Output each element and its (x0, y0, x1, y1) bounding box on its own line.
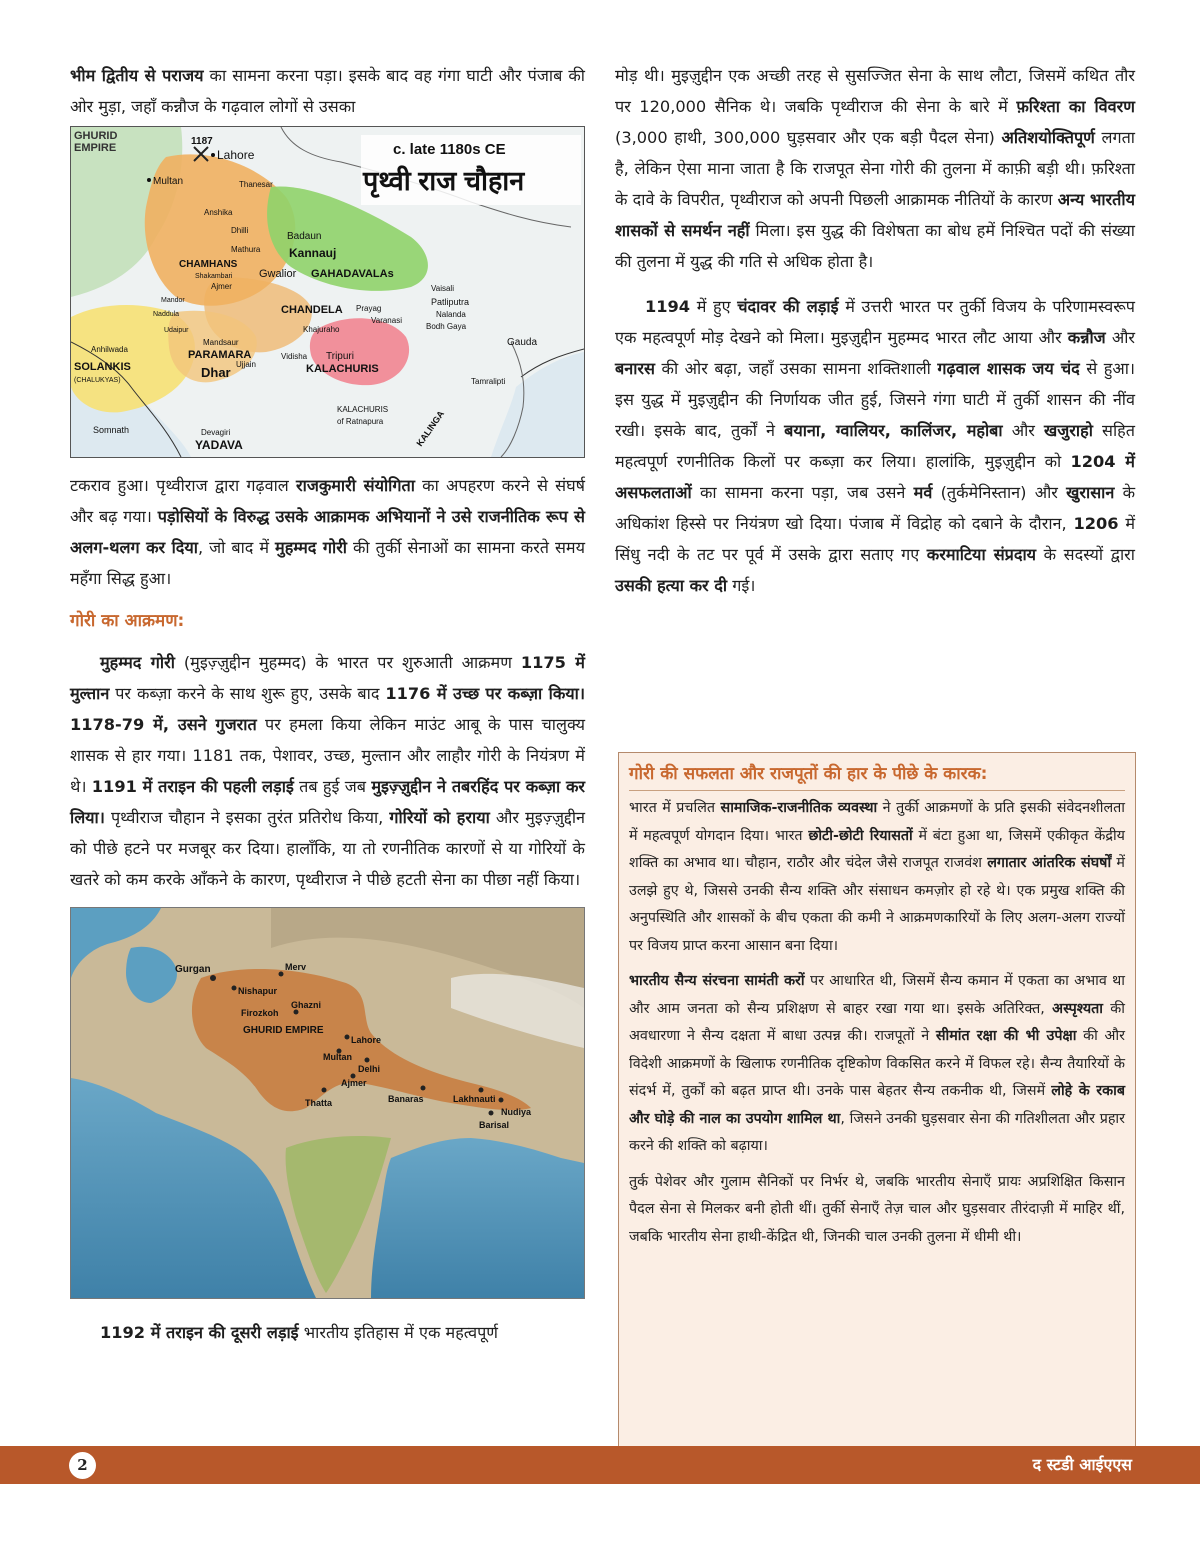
text-run: गई। (727, 576, 756, 595)
text-run: पर आधारित थी, जिसमें सैन्य कमान में एकता का अभाव था और आम जनता को सैन्य प्रशिक्षण से बाहर रखा गया था। इसके अतिरिक्त, (629, 973, 1125, 1017)
factors-box (618, 752, 1136, 1452)
text-run: (तुर्कमेनिस्तान) और (932, 483, 1067, 502)
map1-label-1187: 1187 (191, 136, 213, 147)
text-run: ने तुर्की आक्रमणों के प्रति इसकी संवेदनशीलता में महत्वपूर्ण योगदान दिया। भारत (629, 800, 1125, 844)
text-run: लगता है, लेकिन ऐसा माना जाता है कि राजपूत सेना गोरी की तुलना में काफ़ी बड़ी थी। फ़रिश्ता के दावे के विपरीत, पृथ्वीराज को अपनी पिछली आक्रामक नीतियों के कारण (615, 128, 1136, 209)
map1-label-kannauj: Kannauj (289, 246, 337, 260)
map1-label-chandela: CHANDELA (281, 304, 343, 316)
right-column (615, 60, 1135, 601)
bold-text-run: खुरासान (1066, 483, 1115, 502)
text-run: के अधिकांश हिस्से पर नियंत्रण खो दिया। पंजाब में विद्रोह को दबाने के दौरान, (615, 483, 1136, 533)
bold-text-run: छोटी-छोटी रियासतों (808, 827, 913, 844)
bold-text-run: राजकुमारी संयोगिता (296, 476, 415, 495)
text-run: पृथ्वीराज चौहान ने इसका तुरंत प्रतिरोध किया, (104, 808, 390, 827)
bold-text-run: लोहे के रकाब और घोड़े की नाल का उपयोग शामिल था (629, 1083, 1125, 1127)
text-run: के सदस्यों द्वारा (1036, 545, 1135, 564)
bold-text-run: सामाजिक-राजनीतिक व्यवस्था (720, 800, 878, 816)
text-run: में उत्तरी भारत पर तुर्की विजय के परिणामस्वरूप एक महत्वपूर्ण मोड़ देखने को मिला। मुइज़ुद्दीन मुहम्मद भारत लौट आया और (615, 297, 1135, 347)
left-paragraph-2 (70, 470, 585, 594)
map1-label-naddula: Naddula (153, 311, 180, 318)
text-run: , जो बाद में (198, 538, 276, 557)
bold-text-run: मुहम्मद गोरी (100, 653, 175, 672)
bold-text-run: 1176 में उच्छ पर कब्ज़ा किया। 1178-79 में, उसने गुजरात (70, 684, 585, 734)
map1-label-empire: EMPIRE (74, 142, 117, 154)
map1-label-anshika: Anshika (204, 208, 233, 217)
footer-bar (0, 1446, 1200, 1484)
map1-label-tamralipti: Tamralipti (471, 377, 506, 386)
map1-label-udaipur: Udaipur (164, 327, 189, 334)
map1-year-label: c. late 1180s CE (393, 141, 506, 158)
text-run: पर हमला किया लेकिन माउंट आबू के पास चालुक्य शासक से हार गया। 1181 तक, पेशावर, उच्छ, मुल्तान और लाहौर गोरी के नियंत्रण में थे। (70, 715, 585, 796)
text-run: (3,000 हाथी, 300,000 घुड़सवार और एक बड़ी पैदल सेना) (615, 128, 1002, 147)
factors-box-title: गोरी की सफलता और राजपूतों की हार के पीछे के कारक: (629, 761, 1125, 791)
bold-text-run: उसकी हत्या कर दी (615, 576, 728, 595)
bold-text-run: सीमांत रक्षा की भी उपेक्षा (935, 1028, 1077, 1044)
bold-text-run: मर्व (913, 483, 933, 502)
map1-label-mathura: Mathura (231, 245, 261, 254)
bold-text-run: बनारस (615, 359, 655, 378)
map1-label-ghurid: GHURID (74, 130, 118, 142)
right-paragraph-1 (615, 60, 1135, 277)
map2-label-lahore: Lahore (351, 1035, 382, 1045)
prithviraj-map (70, 126, 585, 458)
text-run: से हुआ। इस युद्ध में मुइज़ुद्दीन की निर्णायक जीत हुई, जिसने गंगा घाटी में तुर्की शासन की नींव रखी। इसके बाद, तुर्कों ने (615, 359, 1135, 440)
bold-text-run: भारतीय सैन्य संरचना सामंती करों (629, 973, 805, 989)
text-run: तुर्क पेशेवर और गुलाम सैनिकों पर निर्भर थे, जबकि भारतीय सेनाएँ प्रायः अप्रशिक्षित किसान पैदल सेना से मिलकर बनी होती थीं। तुर्की सेनाएँ तेज़ चाल और घुड़सवार तीरंदाज़ी में माहिर थीं, जबकि भारतीय सेना हाथी-केंद्रित थी, जिनकी चाल उनकी तुलना में धीमी थी। (629, 1173, 1125, 1245)
map2-label-delhi: Delhi (358, 1064, 381, 1074)
text-run: में हुए (690, 297, 738, 316)
map1-label-gwalior: Gwalior (259, 268, 297, 280)
bold-text-run: 1192 में तराइन की दूसरी लड़ाई (100, 1323, 299, 1342)
map1-label-gauda: Gauda (507, 337, 538, 348)
map2-label-merv: Merv (285, 962, 307, 972)
map2-label-ajmer: Ajmer (341, 1078, 367, 1088)
map2-label-banaras: Banaras (388, 1094, 424, 1104)
map2-label-multan: Multan (323, 1052, 352, 1062)
map2-label-ghurid-empire: GHURID EMPIRE (243, 1025, 324, 1036)
map2-label-nishapur: Nishapur (238, 986, 278, 996)
bold-text-run: 1206 (1073, 514, 1119, 533)
map1-label-tripuri: Tripuri (326, 351, 354, 362)
text-run: का सामना करना पड़ा, जब उसने (691, 483, 914, 502)
map2-label-thatta: Thatta (305, 1098, 332, 1108)
text-run: की तुर्की सेनाओं का सामना करते समय महँगा सिद्ध हुआ। (70, 538, 585, 588)
bold-text-run: भीम द्वितीय से पराजय (70, 66, 204, 85)
left-column (70, 60, 585, 1348)
bold-text-run: 1204 में असफलताओं (615, 452, 1135, 502)
map1-label-prayag: Prayag (356, 304, 382, 313)
prithviraj-map-svg (71, 127, 584, 457)
text-run: में बंटा हुआ था, जिसमें एकीकृत केंद्रीय शक्ति का अभाव था। चौहान, राठौर और चंदेल जैसे राजपूत राजवंश (629, 827, 1125, 871)
map1-label-thanesar: Thanesar (239, 180, 273, 189)
bold-text-run: मुहम्मद गोरी (275, 538, 348, 557)
text-run: मोड़ थी। मुइज़ुद्दीन एक अच्छी तरह से सुसज्जित सेना के साथ लौटा, जिसमें कथित तौर पर 120,000 सैनिक थे। जबकि पृथ्वीराज की सेना के बारे में (615, 66, 1135, 116)
bold-text-run: करमाटिया संप्रदाय (926, 545, 1037, 564)
text-run: और मुइज़्ज़ुद्दीन को पीछे हटने पर मजबूर कर दिया। हालाँकि, या तो रणनीतिक कारणों से या गोरियों के खतरे को कम करके आँकने के कारण, पृथ्वीराज ने पीछे हटती सेना का पीछा नहीं किया। (70, 808, 585, 889)
map1-label-multan: Multan (153, 176, 184, 187)
text-run: की अवधारणा ने सैन्य दक्षता में बाधा उत्पन्न की। राजपूतों ने (629, 1000, 1125, 1044)
ghurid-map-svg (71, 908, 584, 1298)
text-run: टकराव हुआ। पृथ्वीराज द्वारा गढ़वाल (70, 476, 296, 495)
text-run: , जिसने उनकी घुड़सवार सेना की गतिशीलता और प्रहार करने की शक्ति को बढ़ाया। (629, 1110, 1125, 1154)
bold-text-run: 1191 में तराइन की पहली लड़ाई (91, 777, 294, 796)
bold-text-run: 1175 में मुल्तान (70, 653, 585, 703)
map1-label-nalanda: Nalanda (436, 310, 466, 319)
factors-paragraph-3 (629, 1169, 1125, 1252)
map1-label-solankis: SOLANKIS (74, 361, 131, 373)
text-run: का अपहरण करने से संघर्ष और बढ़ गया। (70, 476, 586, 526)
text-run: भारत में प्रचलित (629, 800, 721, 816)
map1-label-kalachuris: KALACHURIS (306, 363, 379, 375)
map1-label-chalukyas: (CHALUKYAS) (74, 377, 121, 384)
factors-paragraph-2 (629, 968, 1125, 1161)
bold-text-run: फ़रिश्ता का विवरण (1016, 97, 1135, 116)
map2-label-gurgan: Gurgan (175, 964, 211, 975)
bold-text-run: बयाना, ग्वालियर, कालिंजर, महोबा (784, 421, 1003, 440)
factors-paragraph-1 (629, 795, 1125, 960)
map2-label-lakhnauti: Lakhnauti (453, 1094, 496, 1104)
bold-text-run: कन्नौज (1067, 328, 1106, 347)
map1-label-ujjain: Ujjain (236, 360, 257, 369)
left-paragraph-4 (70, 1317, 585, 1348)
text-run: पर कब्ज़ा करने के साथ शुरू हुए, उसके बाद (109, 684, 386, 703)
map1-label-varanasi: Varanasi (371, 316, 402, 325)
map1-label-mandsaur: Mandsaur (203, 338, 239, 347)
map1-label-of-ratnapura: of Ratnapura (337, 417, 384, 426)
map1-label-anhilwada: Anhilwada (91, 345, 128, 354)
map1-label-ajmer: Ajmer (211, 282, 232, 291)
text-run: में सिंधु नदी के तट पर पूर्व में उसके द्वारा सताए गए (615, 514, 1135, 564)
text-run: (मुइज़्ज़ुद्दीन मुहम्मद) के भारत पर शुरुआती आक्रमण (174, 653, 521, 672)
map1-label-yadava: YADAVA (195, 438, 243, 452)
map1-label-dhilli: Dhilli (231, 226, 249, 235)
map1-label-mandor: Mandor (161, 297, 185, 304)
map1-label-devagiri: Devagiri (201, 428, 231, 437)
bold-text-run: चंदावर की लड़ाई (737, 297, 839, 316)
map2-label-ghazni: Ghazni (291, 1000, 322, 1010)
map1-label-badaun: Badaun (287, 231, 322, 242)
map1-title: पृथ्वी राज चौहान (363, 166, 525, 196)
map1-label-patliputra: Patliputra (431, 297, 470, 307)
footer-publication-title: द स्टडी आईएएस (1032, 1455, 1132, 1474)
bold-text-run: 1194 (645, 297, 691, 316)
bold-text-run: अतिशयोक्तिपूर्ण (1001, 128, 1095, 147)
bold-text-run: मुइज़्ज़ुद्दीन ने तबरहिंद पर कब्ज़ा कर लिया। (70, 777, 586, 827)
left-paragraph-1 (70, 60, 585, 122)
map1-label-kalinga: KALINGA (414, 408, 447, 449)
text-run: और (1002, 421, 1045, 440)
map1-label-lahore: Lahore (217, 148, 255, 162)
right-paragraph-2 (615, 291, 1135, 601)
text-run: सहित महत्वपूर्ण रणनीतिक किलों पर कब्ज़ा कर लिया। हालांकि, मुइज़ुद्दीन को (615, 421, 1135, 471)
left-paragraph-3 (70, 647, 585, 895)
map1-label-chamhans: CHAMHANS (179, 259, 238, 270)
map1-label-gahadavalas: GAHADAVALAs (311, 268, 394, 280)
text-run: में उलझे हुए थे, जिससे उनकी सैन्य शक्ति और संसाधन कमज़ोर हो रहे थे। एक प्रमुख शक्ति की अनुपस्थिति और शासकों के बीच एकता की कमी ने आक्रमणकारियों के लिए अलग-अलग राज्यों पर विजय प्राप्त करना आसान बना दिया। (629, 855, 1125, 954)
bold-text-run: अन्य भारतीय शासकों से समर्थन नहीं (615, 190, 1135, 240)
text-run: और (1105, 328, 1135, 347)
bold-text-run: गोरियों को हराया (389, 808, 490, 827)
text-run: का सामना करना पड़ा। इसके बाद वह गंगा घाटी और पंजाब की ओर मुड़ा, जहाँ कन्नौज के गढ़वाल लोगों से उसका (70, 66, 585, 116)
map1-label-vidisha: Vidisha (281, 352, 308, 361)
map2-label-firozkoh: Firozkoh (241, 1008, 279, 1018)
text-run: की और विदेशी आक्रमणों के खिलाफ रणनीतिक दृष्टिकोण विकसित करने में विफल रहे। सैन्य तैयारियों के संदर्भ में, तुर्कों को बढ़त प्राप्त थी। उनके पास बेहतर सैन्य तकनीक थी, जिसमें (629, 1028, 1126, 1099)
map1-label-shakambari: Shakambari (195, 273, 233, 280)
text-run: भारतीय इतिहास में एक महत्वपूर्ण (298, 1323, 498, 1342)
text-run: तब हुई जब (293, 777, 372, 796)
ghurid-empire-map (70, 907, 585, 1299)
map2-label-barisal: Barisal (479, 1120, 510, 1130)
text-run: मिला। इस युद्ध की विशेषता का बोध हमें निश्चित पदों की संख्या की तुलना में युद्ध की गति से अधिक होता है। (615, 221, 1135, 271)
map1-label-paramara: PARAMARA (188, 349, 252, 361)
section-heading-ghori-invasion: गोरी का आक्रमण: (70, 611, 185, 631)
map2-label-nudiya: Nudiya (501, 1107, 532, 1117)
map1-label-dhar: Dhar (201, 365, 231, 380)
map1-label-kalachuris-ratnapura: KALACHURIS (337, 405, 389, 414)
map1-label-bodhgaya: Bodh Gaya (426, 322, 467, 331)
map1-label-vaisali: Vaisali (431, 284, 454, 293)
bold-text-run: पड़ोसियों के विरुद्ध उसके आक्रामक अभियानों ने उसे राजनीतिक रूप से अलग-थलग कर दिया (70, 507, 585, 557)
bold-text-run: लगातार आंतरिक संघर्षों (987, 855, 1112, 871)
page-number: 2 (69, 1452, 96, 1479)
text-run: की ओर बढ़ा, जहाँ उसका सामना शक्तिशाली (654, 359, 938, 378)
bold-text-run: अस्पृश्यता (1052, 1000, 1103, 1017)
bold-text-run: गढ़वाल शासक जय चंद (937, 359, 1080, 378)
bold-text-run: खजुराहो (1044, 421, 1093, 440)
map1-label-somnath: Somnath (93, 425, 130, 435)
map1-label-khajuraho: Khajuraho (303, 325, 340, 334)
